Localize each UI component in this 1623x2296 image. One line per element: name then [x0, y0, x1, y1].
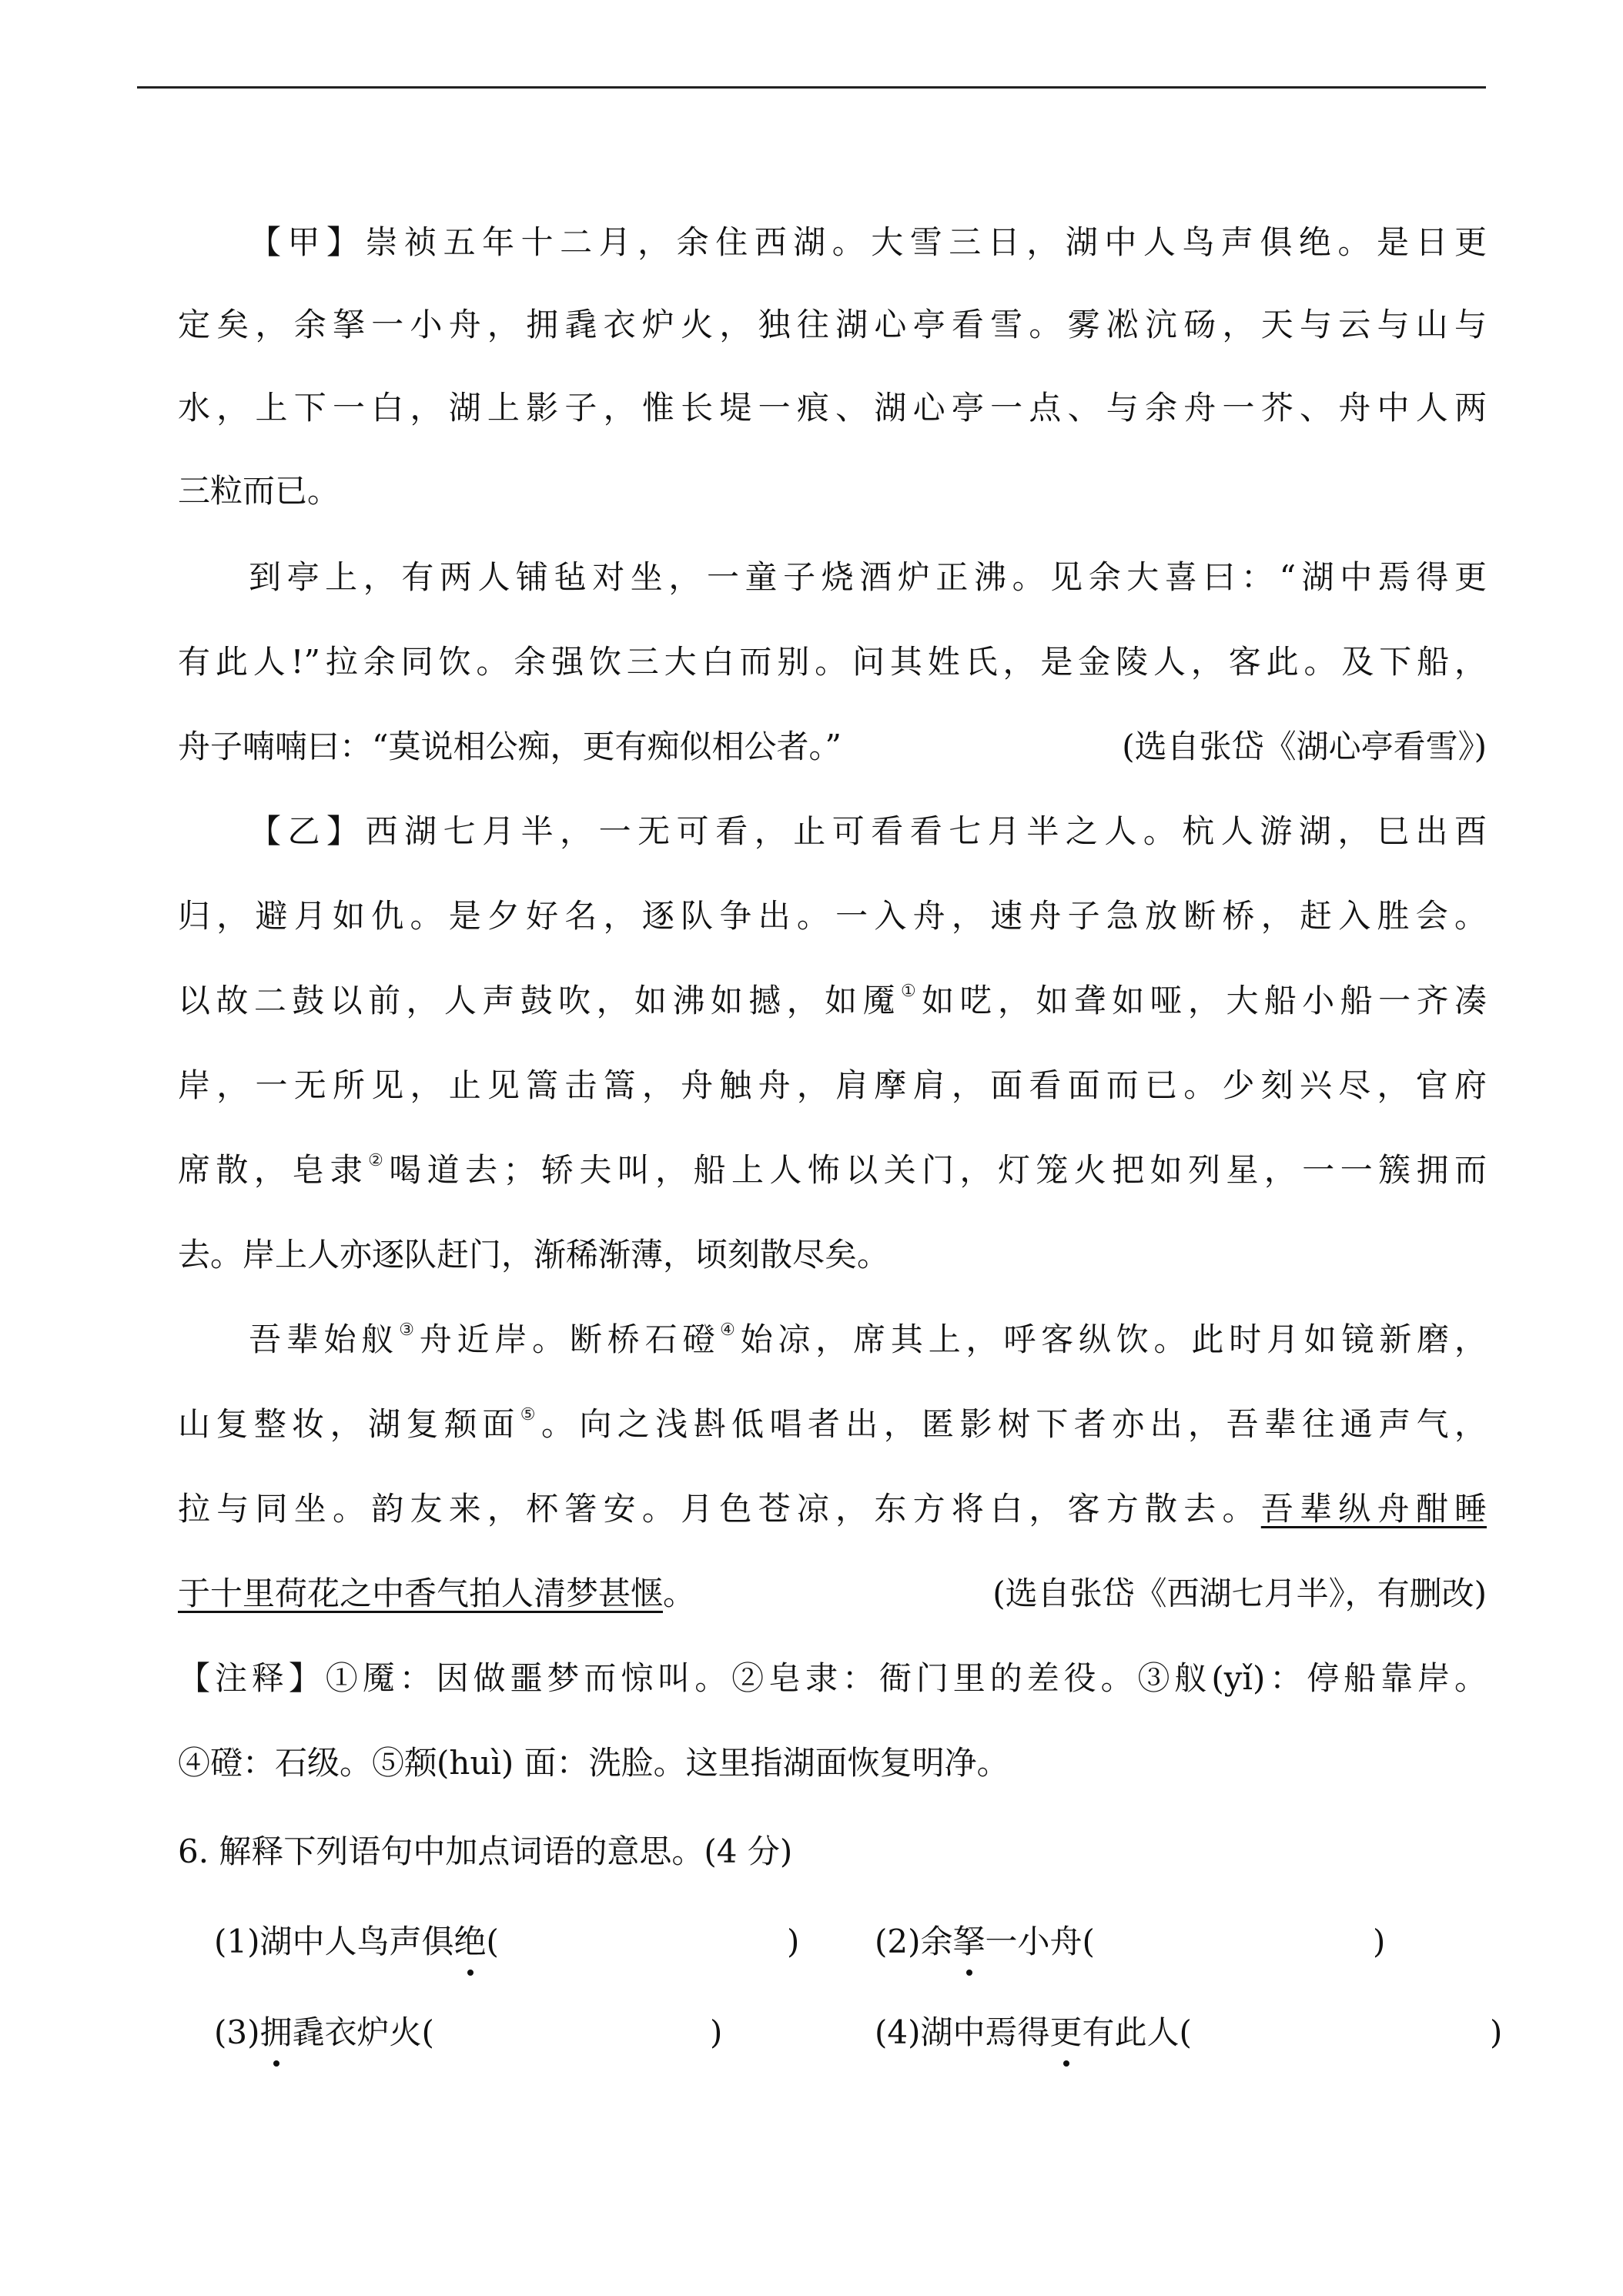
item-2-answer-close: )	[1373, 1923, 1386, 1960]
item-2-dotted-char: 拏	[953, 1919, 986, 1965]
passage-b-line-5b: 喝道去；轿夫叫，船上人怖以关门，灯笼火把如列星，一一簇拥而	[389, 1151, 1487, 1189]
item-1-answer-close: )	[787, 1923, 800, 1960]
passage-b-line-7a: 吾辈始舣	[249, 1320, 400, 1358]
item-3-answer-close: )	[710, 2013, 723, 2051]
header-rule	[137, 86, 1486, 89]
notes-line-2: ④磴：石级。⑤颒(huì) 面：洗脸。这里指湖面恢复明净。	[178, 1744, 1009, 1782]
underlined-sentence-part-1: 吾辈纵舟酣睡	[1260, 1490, 1487, 1528]
footnote-mark-1: ①	[900, 982, 922, 1001]
passage-a-source: (选自张岱《湖心亭看雪》)	[1122, 728, 1487, 765]
footnote-mark-4: ④	[720, 1320, 741, 1340]
passage-b-line-10	[178, 1571, 1487, 1617]
passage-b-line-8	[178, 1401, 1487, 1448]
item-1-post: (	[486, 1923, 499, 1960]
item-3-dotted-char: 拥	[260, 2010, 293, 2056]
item-3-pre: (3)	[214, 2013, 260, 2051]
item-1-pre: (1)湖中人鸟声俱	[214, 1923, 454, 1960]
passage-b-line-3b: 如呓，如聋如哑，大船小船一齐凑	[922, 982, 1487, 1019]
passage-a-line-4: 三粒而已。	[178, 472, 340, 510]
passage-b-line-7	[249, 1317, 1487, 1363]
underlined-sentence-part-2: 于十里荷花之中香气拍人清梦甚惬	[178, 1575, 664, 1612]
passage-a-line-5: 到亭上，有两人铺毡对坐，一童子烧酒炉正沸。见余大喜曰：“湖中焉得更	[249, 558, 1487, 596]
footnote-mark-5: ⑤	[520, 1405, 541, 1424]
item-2-post: 一小舟(	[985, 1923, 1095, 1960]
passage-b-line-3	[178, 978, 1487, 1024]
passage-b-line-2: 归，避月如仇。是夕好名，逐队争出。一入舟，速舟子急放断桥，赶入胜会。	[178, 897, 1487, 935]
passage-a-line-3: 水，上下一白，湖上影子，惟长堤一痕、湖心亭一点、与余舟一芥、舟中人两	[178, 389, 1487, 427]
question-item-4	[875, 2010, 1192, 2056]
item-4-post: 有此人(	[1082, 2013, 1192, 2051]
passage-a-line-7-text: 舟子喃喃曰：“莫说相公痴，更有痴似相公者。”	[178, 728, 842, 765]
passage-a-line-2: 定矣，余拏一小舟，拥毳衣炉火，独往湖心亭看雪。雾凇沆砀，天与云与山与	[178, 306, 1487, 343]
question-title: 6. 解释下列语句中加点词语的意思。(4 分)	[178, 1832, 793, 1870]
passage-b-line-8b: 。向之浅斟低唱者出，匿影树下者亦出，吾辈往通声气，	[540, 1405, 1487, 1443]
passage-b-line-10-period: 。	[663, 1575, 696, 1612]
footnote-mark-2: ②	[368, 1151, 390, 1170]
passage-b-line-3a: 以故二鼓以前，人声鼓吹，如沸如撼，如魇	[178, 982, 901, 1019]
passage-b-line-5a: 席散，皂隶	[178, 1151, 369, 1189]
passage-b-line-7c: 始凉，席其上，呼客纵饮。此时月如镜新磨，	[740, 1320, 1487, 1358]
passage-b-line-1: 【乙】西湖七月半，一无可看，止可看看七月半之人。杭人游湖，巳出酉	[249, 812, 1487, 850]
passage-b-line-8a: 山复整妆，湖复颒面	[178, 1405, 520, 1443]
footnote-mark-3: ③	[399, 1320, 420, 1340]
item-1-dotted-char: 绝	[454, 1919, 487, 1965]
item-4-answer-close: )	[1490, 2013, 1503, 2051]
passage-b-line-9a: 拉与同坐。韵友来，杯箸安。月色苍凉，东方将白，客方散去。	[178, 1490, 1261, 1528]
passage-b-line-6: 去。岸上人亦逐队赶门，渐稀渐薄，顷刻散尽矣。	[178, 1236, 890, 1274]
passage-a-line-1: 【甲】崇祯五年十二月，余住西湖。大雪三日，湖中人鸟声俱绝。是日更	[249, 223, 1487, 261]
passage-b-line-9	[178, 1486, 1487, 1532]
passage-b-line-7b: 舟近岸。断桥石磴	[419, 1320, 721, 1358]
notes-line-1: 【注释】①魇：因做噩梦而惊叫。②皂隶：衙门里的差役。③舣(yǐ)：停船靠岸。	[178, 1659, 1487, 1697]
item-4-dotted-char: 更	[1050, 2010, 1083, 2056]
item-4-pre: (4)湖中焉得	[875, 2013, 1050, 2051]
passage-b-line-4: 岸，一无所见，止见篙击篙，舟触舟，肩摩肩，面看面而已。少刻兴尽，官府	[178, 1066, 1487, 1104]
passage-b-line-5	[178, 1147, 1487, 1193]
question-item-2	[875, 1919, 1095, 1965]
passage-b-source: (选自张岱《西湖七月半》，有删改)	[992, 1575, 1487, 1612]
question-item-1	[214, 1919, 499, 1965]
passage-a-line-6: 有此人!”拉余同饮。余强饮三大白而别。问其姓氏，是金陵人，客此。及下船，	[178, 643, 1487, 681]
passage-a-line-7	[178, 724, 1487, 770]
question-item-3	[214, 2010, 434, 2056]
item-2-pre: (2)余	[875, 1923, 953, 1960]
item-3-post: 毳衣炉火(	[292, 2013, 434, 2051]
